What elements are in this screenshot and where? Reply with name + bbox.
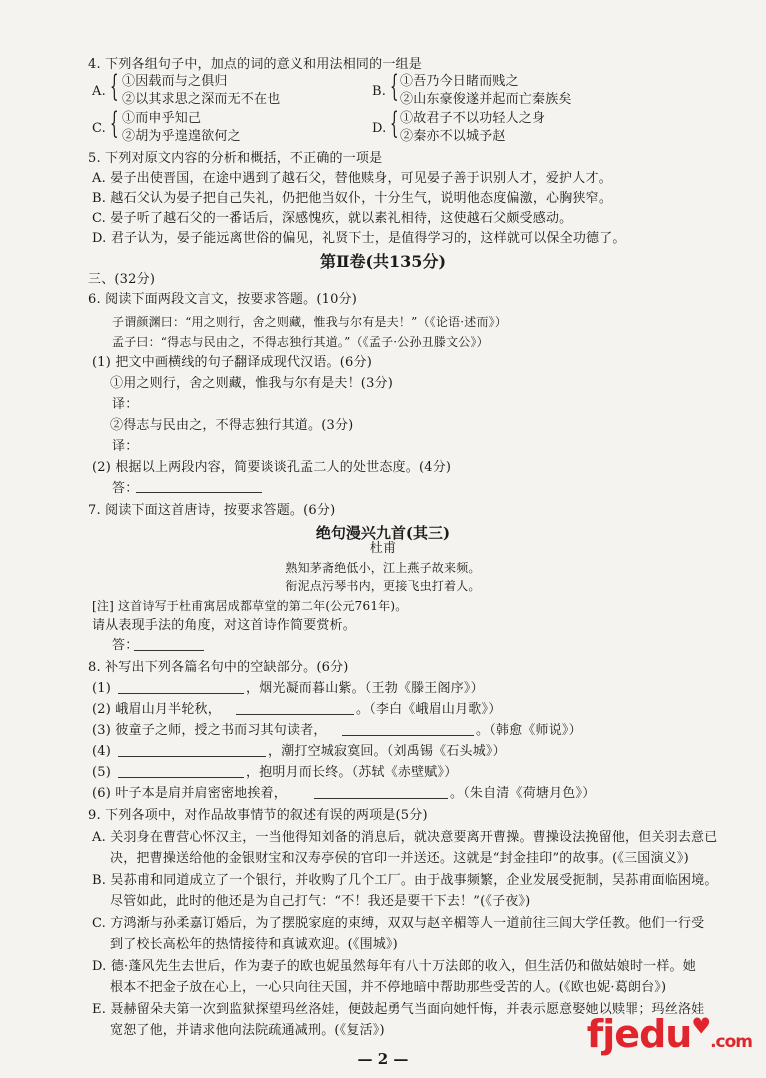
q4-d-brace: { bbox=[390, 106, 399, 141]
q4-option-a-label: A. bbox=[92, 84, 106, 99]
logo-tld-text: .com bbox=[710, 1032, 752, 1052]
q5-stem: 5. 下列对原文内容的分析和概括，不正确的一项是 bbox=[88, 151, 383, 166]
q8-blank-4[interactable] bbox=[118, 744, 266, 757]
q8-item3-src: 。（韩愈《师说》） bbox=[476, 723, 582, 738]
q8-item6-src: 。（朱自清《荷塘月色》） bbox=[450, 786, 596, 801]
q6-answer-line[interactable] bbox=[136, 480, 262, 493]
poem-author: 杜甫 bbox=[369, 541, 397, 556]
q4-stem: 4. 下列各组句子中，加点的词的意义和用法相同的一组是 bbox=[88, 57, 422, 72]
q4-c1: ①而申乎知己 bbox=[122, 111, 202, 126]
q4-b2: ②山东豪俊遂并起而亡秦族矣 bbox=[400, 92, 572, 107]
q8-blank-5[interactable] bbox=[118, 765, 244, 778]
q9-stem: 9. 下列各项中，对作品故事情节的叙述有误的两项是(5分) bbox=[88, 808, 428, 823]
poem-note: [注] 这首诗写于杜甫寓居成都草堂的第二年(公元761年)。 bbox=[92, 599, 408, 613]
q4-d1: ①故君子不以功轻人之身 bbox=[400, 111, 546, 126]
q8-item1-text: ，烟光凝而暮山紫。（王勃《滕王阁序》） bbox=[246, 681, 484, 696]
q5-option-a: A. 晏子出使晋国，在途中遇到了越石父，替他赎身，可见晏子善于识别人才，爱护人才。 bbox=[92, 171, 612, 186]
q7-answer-label: 答： bbox=[112, 638, 139, 653]
q8-item2-text: (2) 峨眉山月半轮秋， bbox=[92, 702, 221, 717]
q8-item4-num: (4) bbox=[92, 744, 112, 759]
q7-ask: 请从表现手法的角度，对这首诗作简要赏析。 bbox=[92, 618, 357, 633]
q6-sub1: (1) 把文中画横线的句子翻译成现代汉语。(6分) bbox=[92, 355, 372, 370]
q9-option-c-line2: 到了校长高松年的热情接待和真诚欢迎。(《围城》) bbox=[110, 937, 398, 952]
q4-option-d-label: D. bbox=[372, 121, 387, 136]
q6-quote-analects: 子谓颜渊曰：“用之则行，舍之则藏，惟我与尔有是夫！”（《论语·述而》） bbox=[112, 315, 508, 329]
q9-option-e-line1: E. 聂赫留朵夫第一次到监狱探望玛丝洛娃，便鼓起勇气当面向她忏悔，并表示愿意娶她以赎罪；玛丝洛娃 bbox=[92, 1002, 705, 1017]
q5-option-d: D. 君子认为，晏子能远离世俗的偏见，礼贤下士，是值得学习的，这样就可以保全功德了。 bbox=[92, 231, 626, 246]
q8-blank-1[interactable] bbox=[118, 681, 244, 694]
section-title: 第Ⅱ卷(共135分) bbox=[319, 252, 447, 271]
page-number: — 2 — bbox=[357, 1050, 409, 1068]
q4-a2: ②以其求思之深而无不在也 bbox=[122, 92, 281, 107]
q6-answer-label: 答： bbox=[112, 481, 139, 496]
q6-translate2-label: 译： bbox=[112, 439, 139, 454]
q6-sub2: (2) 根据以上两段内容，简要谈谈孔孟二人的处世态度。(4分) bbox=[92, 460, 452, 475]
q6-sentence1: ①用之则行，舍之则藏，惟我与尔有是夫！(3分) bbox=[110, 376, 394, 391]
q9-option-d-line1: D. 德·蓬风先生去世后，作为妻子的欧也妮虽然每年有八十万法郎的收入，但生活仍和做姑娘时一样。她 bbox=[92, 959, 696, 974]
poem-title: 绝句漫兴九首(其三) bbox=[315, 524, 451, 542]
q8-blank-3[interactable] bbox=[342, 723, 474, 736]
q9-option-b-line2: 尽管如此，此时的他还是为自己打气：“不！我还是要干下去！”(《子夜》) bbox=[110, 894, 531, 909]
q9-option-c-line1: C. 方鸿渐与孙柔嘉订婚后，为了摆脱家庭的束缚，双双与赵辛楣等人一道前往三闾大学任教。他们一行受 bbox=[92, 916, 705, 931]
q8-stem: 8. 补写出下列各篇名句中的空缺部分。(6分) bbox=[88, 660, 349, 675]
q6-stem: 6. 阅读下面两段文言文，按要求答题。(10分) bbox=[88, 292, 358, 307]
q5-option-b: B. 越石父认为晏子把自己失礼，仍把他当奴仆，十分生气，说明他态度偏激，心胸狭窄。 bbox=[92, 191, 613, 206]
q4-a-brace: { bbox=[110, 69, 119, 104]
q9-option-a-line1: A. 关羽身在曹营心怀汉主，一当他得知刘备的消息后，就决意要离开曹操。曹操设法挽留他，但关羽去意已 bbox=[92, 830, 718, 845]
q4-c2: ②胡为乎遑遑欲何之 bbox=[122, 129, 241, 144]
q4-option-c-label: C. bbox=[92, 121, 107, 136]
q4-b-brace: { bbox=[390, 69, 399, 104]
q4-b1: ①吾乃今日睹而贱之 bbox=[400, 74, 519, 89]
q6-sentence2: ②得志与民由之，不得志独行其道。(3分) bbox=[110, 418, 354, 433]
logo-main-text: fjedu bbox=[586, 1012, 692, 1056]
q4-a1: ①因载而与之俱归 bbox=[122, 74, 228, 89]
poem-line-1: 熟知茅斋绝低小，江上燕子故来频。 bbox=[285, 561, 481, 575]
q8-item3-text: (3) 彼童子之师，授之书而习其句读者， bbox=[92, 723, 327, 738]
q6-translate1-label: 译： bbox=[112, 397, 139, 412]
site-logo bbox=[587, 1012, 752, 1056]
q8-item5-text: ，抱明月而长终。（苏轼《赤壁赋》） bbox=[246, 765, 458, 780]
q8-item6-text: (6) 叶子本是肩并肩密密地挨着， bbox=[92, 786, 287, 801]
q4-d2: ②秦亦不以城予赵 bbox=[400, 129, 506, 144]
q8-item4-text: ，潮打空城寂寞回。（刘禹锡《石头城》） bbox=[268, 744, 506, 759]
q4-c-brace: { bbox=[110, 106, 119, 141]
q9-option-b-line1: B. 吴荪甫和同道成立了一个银行，并收购了几个工厂。由于战事频繁，企业发展受扼制，吴荪甫面临困境。 bbox=[92, 873, 718, 888]
q8-item2-src: 。（李白《峨眉山月歌》） bbox=[356, 702, 502, 717]
heart-icon: ♥ bbox=[691, 1014, 711, 1040]
q5-option-c: C. 晏子听了越石父的一番话后，深感愧疚，就以素礼相待，这使越石父颇受感动。 bbox=[92, 211, 573, 226]
q4-option-b-label: B. bbox=[372, 84, 387, 99]
q6-quote-mencius: 孟子曰：“得志与民由之，不得志独行其道。”（《孟子·公孙丑滕文公》） bbox=[112, 335, 489, 349]
q9-option-a-line2: 决，把曹操送给他的金银财宝和汉寿亭侯的官印一并送还。这就是“封金挂印”的故事。(《三国演义》) bbox=[110, 851, 689, 866]
poem-line-2: 衔泥点污琴书内，更接飞虫打着人。 bbox=[285, 579, 481, 593]
q8-blank-2[interactable] bbox=[236, 702, 354, 715]
q9-option-d-line2: 根本不把金子放在心上，一心只向往天国，并不停地暗中帮助那些受苦的人。(《欧也妮·葛朗台》) bbox=[110, 980, 667, 995]
q7-answer-line[interactable] bbox=[134, 638, 204, 651]
part-three-label: 三、(32分) bbox=[88, 272, 156, 287]
q7-stem: 7. 阅读下面这首唐诗，按要求答题。(6分) bbox=[88, 503, 336, 518]
q8-blank-6[interactable] bbox=[314, 786, 448, 799]
q8-item1-num: (1) bbox=[92, 681, 112, 696]
q8-item5-num: (5) bbox=[92, 765, 112, 780]
q9-option-e-line2: 宽恕了他，并请求他向法院疏通减刑。(《复活》) bbox=[110, 1023, 385, 1038]
